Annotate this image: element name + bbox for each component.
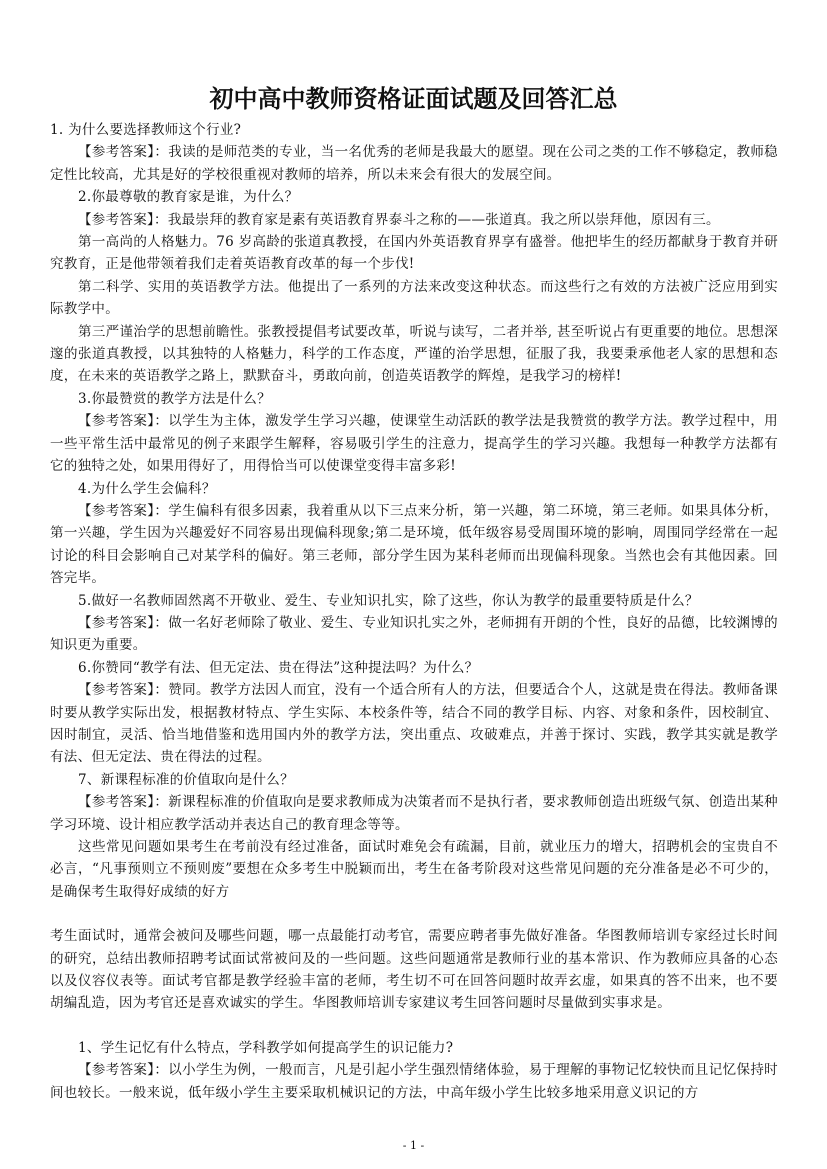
answer-6: 【参考答案】：赞同。教学方法因人而宜，没有一个适合所有人的方法，但要适合个人，这就是贵在得法。教师备课时要从教学实际出发，根据教材特点、学生实际、本校条件等，结合不同的教学目标、内容、对象和条件，因校制宜、因时制宜，灵活、恰当地借鉴和选用国内外的教学方法，突出重点、攻破难点，并善于探讨、实践，教学其实就是教学有法、但无定法、贵在得法的过程。 [50,682,778,766]
summary-paragraph: 这些常见问题如果考生在考前没有经过准备，面试时难免会有疏漏，目前，就业压力的增大，招聘机会的宝贵自不必言，“凡事预则立不预则废”要想在众多考生中脱颖而出，考生在备考阶段对这些常见问题的充分准备是必不可少的，是确保考生取得好成绩的好方 [50,839,778,900]
answer-2-reason-1: 第一高尚的人格魅力。76 岁高龄的张道真教授，在国内外英语教育界享有盛誉。他把毕生的经历都献身于教育并研究教育，正是他带领着我们走着英语教育改革的每一个步伐! [50,234,778,273]
section2-question-1: 1、学生记忆有什么特点，学科教学如何提高学生的识记能力? [78,1039,454,1056]
page-number: - 1 - [402,1139,425,1152]
answer-2: 【参考答案】：我最崇拜的教育家是素有英语教育界泰斗之称的——张道真。我之所以崇拜他，原因有三。 [78,211,720,228]
answer-1: 【参考答案】：我读的是师范类的专业，当一名优秀的老师是我最大的愿望。现在公司之类的工作不够稳定，教师稳定性比较高，尤其是好的学校很重视对教师的培养，所以未来会有很大的发展空间。 [50,144,778,183]
document-body [50,119,778,1104]
section2-answer-1: 【参考答案】：以小学生为例，一般而言，凡是引起小学生强烈情绪体验，易于理解的事物记忆较快而且记忆保持时间也较长。一般来说，低年级小学生主要采取机械识记的方法，中高年级小学生比较多地采用意义识记的方 [50,1062,778,1101]
answer-7: 【参考答案】：新课程标准的价值取向是要求教师成为决策者而不是执行者，要求教师创造出班级气氛、创造出某种学习环境、设计相应教学活动并表达自己的教育理念等等。 [50,794,778,833]
question-1: 1. 为什么要选择教师这个行业? [50,122,242,138]
answer-2-reason-3: 第三严谨治学的思想前瞻性。张教授提倡考试要改革，听说与读写，二者并举, 甚至听说占有更重要的地位。思想深邃的张道真教授，以其独特的人格魅力，科学的工作态度，严谨的治学思想，征服了我，我要秉承他老人家的思想和态度，在未来的英语教学之路上，默默奋斗，勇敢向前，创造英语教学的辉煌，是我学习的榜样! [50,323,778,385]
question-7: 7、新课程标准的价值取向是什么？ [78,771,294,788]
question-2: 2.你最尊敬的教育家是谁，为什么？ [78,189,299,206]
answer-2-reason-2: 第二科学、实用的英语教学方法。他提出了一系列的方法来改变这种状态。而这些行之有效的方法被广泛应用到实际教学中。 [50,278,778,318]
answer-3: 【参考答案】：以学生为主体，激发学生学习兴趣，使课堂生动活跃的教学法是我赞赏的教学方法。教学过程中，用一些平常生活中最常见的例子来跟学生解释，容易吸引学生的注意力，提高学生的学习兴趣。我想每一种教学方法都有它的独特之处，如果用得好了，用得恰当可以使课堂变得丰富多彩! [50,413,778,475]
question-3: 3.你最赞赏的教学方法是什么？ [78,390,271,407]
answer-4: 【参考答案】：学生偏科有很多因素，我着重从以下三点来分析，第一兴趣，第二环境，第三老师。如果具体分析，第一兴趣，学生因为兴趣爱好不同容易出现偏科现象;第二是环境，低年级容易受周围环境的影响，周围同学经常在一起讨论的科目会影响自己对某学科的偏好。第三老师，部分学生因为某科老师而出现偏科现象。当然也会有其他因素。回答完毕。 [50,502,778,587]
answer-5: 【参考答案】：做一名好老师除了敬业、爱生、专业知识扎实之外，老师拥有开朗的个性，良好的品德，比较渊博的知识更为重要。 [50,614,778,654]
question-6: 6.你赞同“教学有法、但无定法、贵在得法”这种提法吗？为什么？ [78,659,479,676]
intro-paragraph: 考生面试时，通常会被问及哪些问题，哪一点最能打动考官，需要应聘者事先做好准备。华图教师培训专家经过长时间的研究，总结出教师招聘考试面试常被问及的一些问题。这些问题通常是教师行业的基本常识、作为教师应具备的心态以及仪容仪表等。面试考官都是教学经验丰富的老师，考生切不可在回答问题时故弄玄虚，如果真的答不出来，也不要胡编乱造，因为考官还是喜欢诚实的学生。华图教师培训专家建议考生回答问题时尽量做到实事求是。 [50,928,778,1012]
document-title: 初中高中教师资格证面试题及回答汇总 [209,84,618,113]
question-5: 5.做好一名教师固然离不开敬业、爱生、专业知识扎实，除了这些，你认为教学的最重要特质是什么？ [78,592,699,609]
question-4: 4.为什么学生会偏科？ [78,480,216,497]
